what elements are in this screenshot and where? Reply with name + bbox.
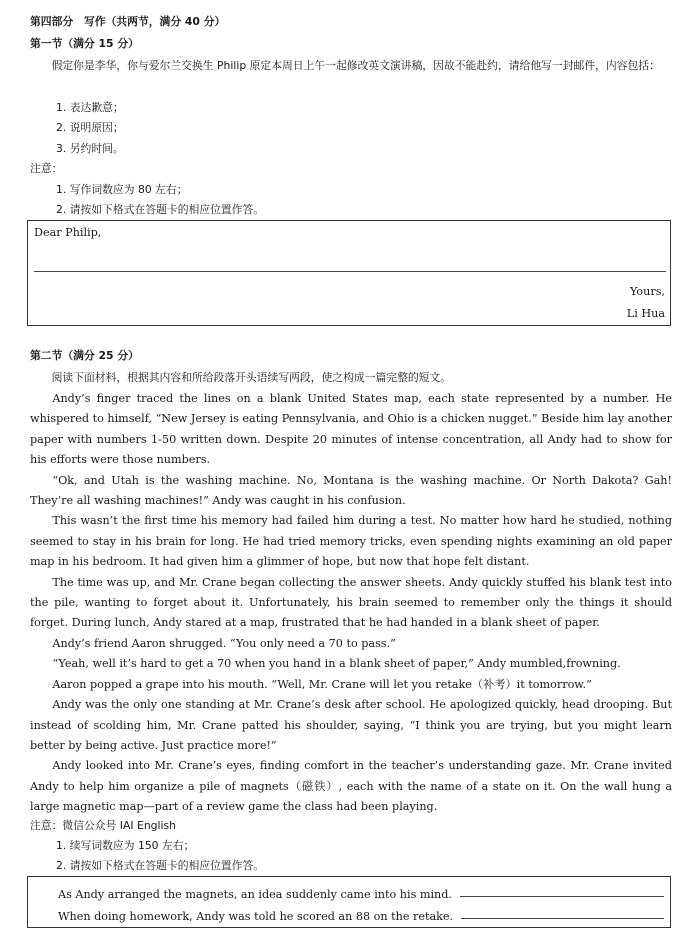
- list-item: 2. 说明原因；: [56, 121, 124, 135]
- section1-items: [30, 98, 672, 159]
- letter-signature: Li Hua: [626, 307, 665, 320]
- story-passage: [30, 389, 672, 818]
- list-item: 2. 请按如下格式在答题卡的相应位置作答。: [56, 203, 265, 217]
- section2-notes: [30, 836, 672, 877]
- opener-sentence: As Andy arranged the magnets, an idea suddenly came into his mind.: [58, 888, 452, 901]
- opener-sentence: When doing homework, Andy was told he scored an 88 on the retake.: [58, 910, 454, 923]
- section1-prompt: 假定你是李华，你与爱尔兰交换生 Philip 原定本周日上午一起修改英文演讲稿，因故不能赴约，请给他写一封邮件，内容包括：: [51, 59, 660, 72]
- list-item: 1. 表达歉意；: [56, 101, 124, 114]
- section2-notes-label: 注意：微信公众号 IAI English: [30, 819, 176, 832]
- story-paragraph: “Ok, and Utah is the washing machine. No, Montana is the washing machine. Or North Dakota? Gah! They’re all washing machines!” Andy was caught in his confusion.: [30, 473, 672, 508]
- writing-line: [460, 896, 664, 897]
- opener-row: [58, 903, 664, 923]
- story-paragraph: “Yeah, well it’s hard to get a 70 when you hand in a blank sheet of paper,” Andy mumbled,frowning.: [52, 657, 621, 671]
- list-item: 1. 写作词数应为 80 左右；: [56, 183, 188, 196]
- story-paragraph: Andy looked into Mr. Crane’s eyes, finding comfort in the teacher’s understanding gaze. Mr. Crane invited Andy to help him organize a pile of magnets（磁铁）, each with the name of a state on it. On the wall hung a large magnetic map—part of a review game the class had been playing.: [30, 759, 672, 814]
- story-paragraph: Andy’s finger traced the lines on a blank United States map, each state represented by a number. He whispered to himself, “New Jersey is eating Pennsylvania, and Ohio is a chicken nugget.” Beside him lay another paper with numbers 1-50 written down. Despite 20 minutes of intense concentration, all Andy had to show for his efforts were those numbers.: [30, 392, 672, 467]
- part-title: 第四部分 写作（共两节，满分 40 分）: [30, 15, 226, 28]
- story-paragraph: The time was up, and Mr. Crane began collecting the answer sheets. Andy quickly stuffed his blank test into the pile, wanting to forget about it. Unfortunately, his brain seemed to remember only the things it should forget. During lunch, Andy stared at a map, frustrated that he had handed in a blank sheet of paper.: [30, 575, 672, 630]
- section2-heading: 第二节（满分 25 分）: [30, 349, 139, 362]
- list-item: 1. 续写词数应为 150 左右；: [56, 839, 195, 852]
- list-item: 3. 另约时间。: [56, 141, 124, 155]
- letter-salutation: Dear Philip,: [34, 226, 102, 239]
- story-paragraph: Andy was the only one standing at Mr. Crane’s desk after school. He apologized quickly, head drooping. But instead of scolding him, Mr. Crane patted his shoulder, saying, “I think you are trying, but you might learn better by being active. Just practice more!”: [30, 698, 672, 752]
- writing-line: [461, 918, 664, 919]
- section1-notes-label: 注意：: [30, 162, 63, 175]
- story-paragraph: Andy’s friend Aaron shrugged. “You only need a 70 to pass.”: [52, 636, 396, 650]
- letter-answer-box: [27, 220, 671, 326]
- letter-closing: Yours,: [630, 285, 665, 298]
- writing-line: [34, 271, 666, 272]
- story-paragraph: This wasn’t the first time his memory had failed him during a test. No matter how hard he studied, nothing seemed to stay in his brain for long. He had tried memory tricks, even spending nights examining an old paper map in his bedroom. It had given him a glimmer of hope, but now that hope felt distant.: [30, 514, 672, 569]
- section2-instruction: 阅读下面材料，根据其内容和所给段落开头语续写两段，使之构成一篇完整的短文。: [51, 371, 452, 384]
- section1-notes: [30, 180, 672, 221]
- section1-heading: 第一节（满分 15 分）: [30, 37, 139, 50]
- continuation-answer-box: [27, 876, 671, 928]
- opener-row: [58, 881, 664, 901]
- list-item: 2. 请按如下格式在答题卡的相应位置作答。: [56, 859, 265, 873]
- story-paragraph: Aaron popped a grape into his mouth. “Well, Mr. Crane will let you retake（补考）it tomorrow.”: [52, 677, 592, 691]
